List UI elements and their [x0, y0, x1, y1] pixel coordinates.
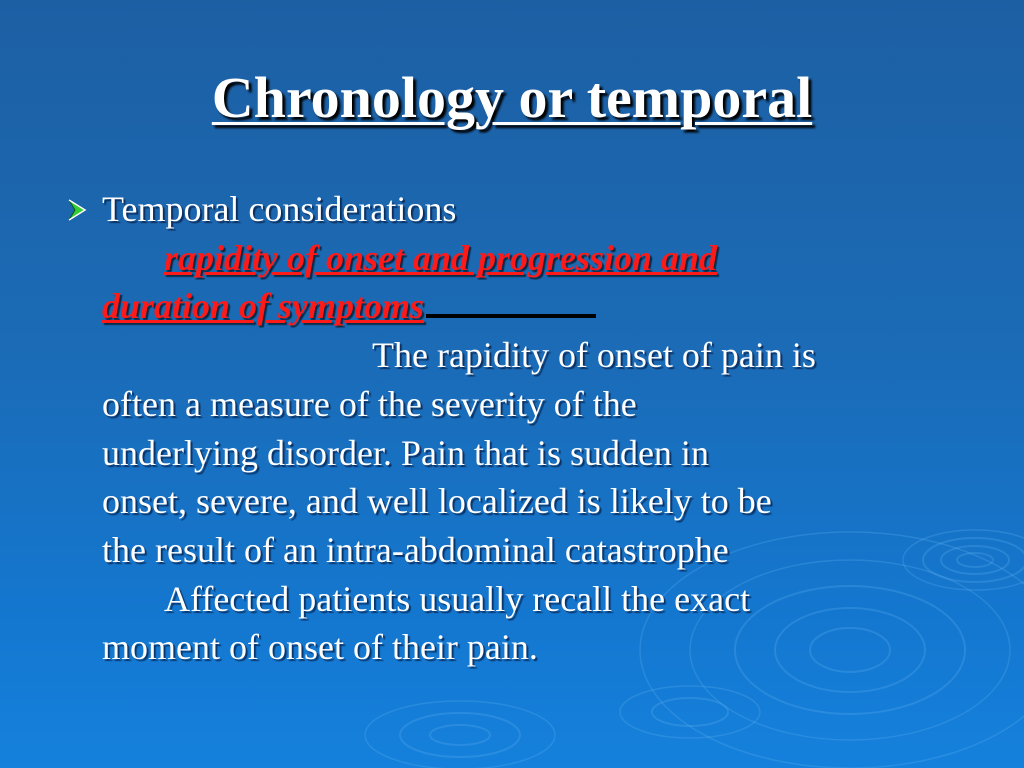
bullet-content — [102, 185, 982, 672]
paragraph-line: often a measure of the severity of the — [102, 383, 637, 424]
slide-title — [0, 62, 1024, 134]
bullet-heading: Temporal considerations — [102, 189, 457, 229]
paragraph-line: moment of onset of their pain. — [102, 627, 538, 668]
fill-in-blank-underline — [426, 314, 596, 318]
emphasis-text-2: duration of symptoms — [102, 286, 425, 327]
emphasis-line-1 — [102, 234, 982, 283]
emphasis-line-2 — [102, 282, 982, 331]
slide-title-text: Chronology or temporal — [211, 65, 813, 130]
arrowhead-bullet-icon — [66, 197, 88, 223]
paragraph-line: onset, severe, and well localized is likely to be — [102, 481, 772, 522]
paragraph-line: Affected patients usually recall the exact — [164, 578, 751, 619]
emphasis-text-1: rapidity of onset and progression and — [164, 237, 718, 278]
paragraph-line: underlying disorder. Pain that is sudden in — [102, 432, 709, 473]
paragraph-line: The rapidity of onset of pain is — [372, 335, 816, 376]
paragraph-line: the result of an intra-abdominal catastrophe — [102, 529, 729, 570]
